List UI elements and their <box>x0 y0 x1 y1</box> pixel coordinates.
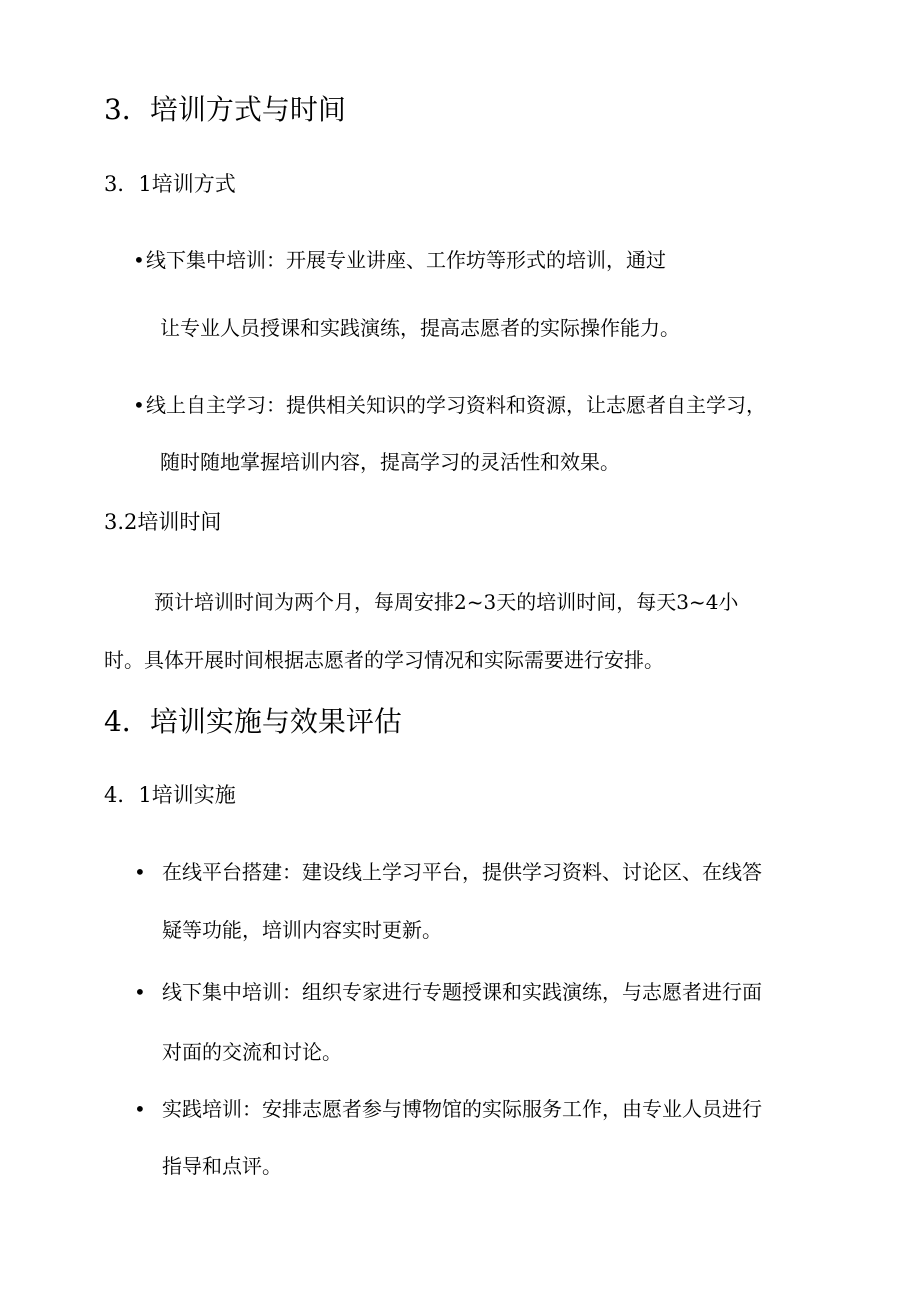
list-item-line: 线下集中培训：开展专业讲座、工作坊等形式的培训，通过 <box>146 248 666 272</box>
section-3-1-heading: 3．1培训方式 <box>104 172 236 196</box>
section-4-1-heading: 4．1培训实施 <box>104 783 236 807</box>
list-item-line: 对面的交流和讨论。 <box>162 1040 342 1064</box>
section-3-heading: 3．培训方式与时间 <box>104 93 346 126</box>
paragraph-line: 预计培训时间为两个月，每周安排2~3天的培训时间，每天3~4小 <box>154 590 739 614</box>
list-item-line: 实践培训：安排志愿者参与博物馆的实际服务工作，由专业人员进行 <box>162 1097 762 1121</box>
list-item-line: 疑等功能，培训内容实时更新。 <box>162 918 442 942</box>
bullet-marker: • <box>134 980 146 1004</box>
bullet-marker: • <box>134 860 146 884</box>
list-item-line: 随时随地掌握培训内容，提高学习的灵活性和效果。 <box>160 450 620 474</box>
bullet-marker: • <box>134 1097 146 1121</box>
section-3-2-heading: 3.2培训时间 <box>104 510 222 534</box>
list-item-line: 在线平台搭建：建设线上学习平台，提供学习资料、讨论区、在线答 <box>162 860 762 884</box>
bullet-marker: • <box>133 248 145 272</box>
list-item-line: 让专业人员授课和实践演练，提高志愿者的实际操作能力。 <box>160 316 680 340</box>
list-item-line: 线上自主学习：提供相关知识的学习资料和资源，让志愿者自主学习， <box>146 393 766 417</box>
list-item-line: 线下集中培训：组织专家进行专题授课和实践演练，与志愿者进行面 <box>162 980 762 1004</box>
paragraph-line: 时。具体开展时间根据志愿者的学习情况和实际需要进行安排。 <box>104 648 664 672</box>
section-4-heading: 4．培训实施与效果评估 <box>104 705 402 738</box>
list-item-line: 指导和点评。 <box>162 1154 282 1178</box>
bullet-marker: • <box>133 393 145 417</box>
